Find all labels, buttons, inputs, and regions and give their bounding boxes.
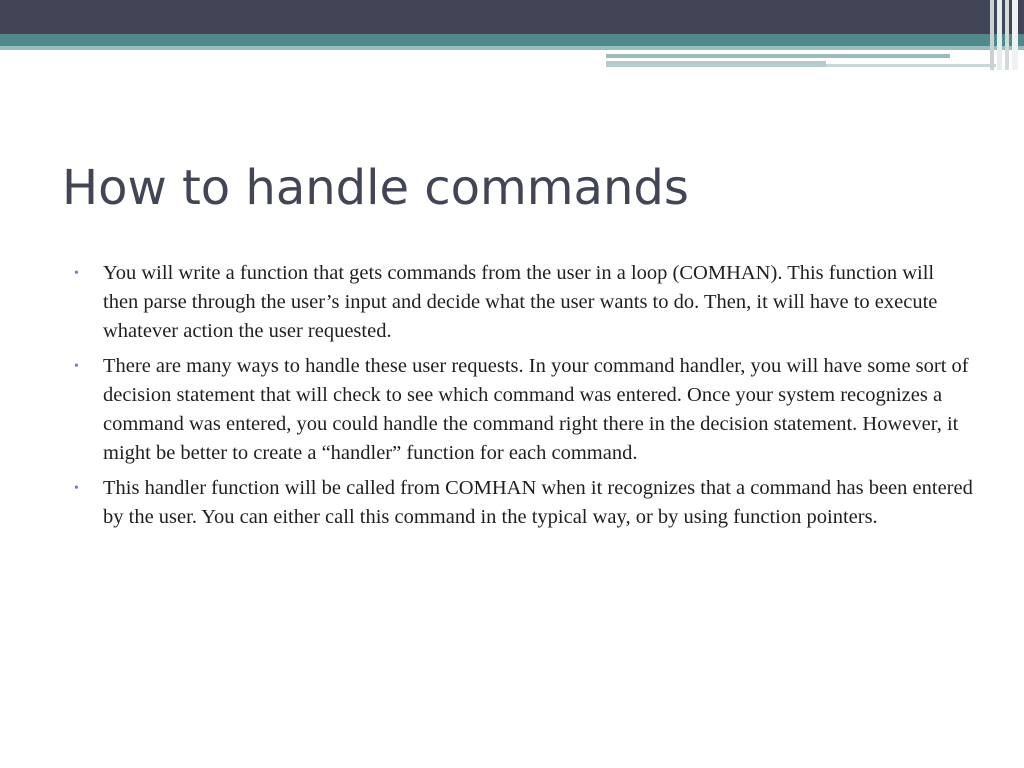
bullet-list bbox=[74, 259, 974, 538]
bullet-icon: • bbox=[74, 266, 79, 281]
header-band-teal bbox=[0, 34, 1024, 46]
bullet-text: There are many ways to handle these user requests. In your command handler, you will have some sort of decision statement that will check to see which command was entered. Once your system recognizes a command was entered, you could handle the command right there in the decision statement. However, it might be better to create a “handler” function for each command. bbox=[103, 355, 969, 464]
bullet-item bbox=[74, 474, 974, 532]
decorative-stripe bbox=[1005, 0, 1009, 70]
bullet-icon: • bbox=[74, 481, 79, 496]
header-accent-line bbox=[606, 61, 826, 67]
bullet-item bbox=[74, 352, 974, 468]
bullet-item bbox=[74, 259, 974, 346]
decorative-stripe bbox=[997, 0, 1002, 70]
bullet-icon: • bbox=[74, 359, 79, 374]
header-accent-line bbox=[826, 64, 996, 67]
decorative-stripe bbox=[1012, 0, 1018, 70]
header-band-light-teal bbox=[0, 46, 1024, 50]
bullet-text: You will write a function that gets commands from the user in a loop (COMHAN). This function will then parse through the user’s input and decide what the user wants to do. Then, it will have to execute whatever action the user requested. bbox=[103, 262, 938, 342]
header-accent-line bbox=[606, 54, 950, 58]
bullet-text: This handler function will be called from COMHAN when it recognizes that a command has been entered by the user. You can either call this command in the typical way, or by using function pointers. bbox=[103, 477, 973, 528]
decorative-stripe bbox=[990, 0, 994, 70]
header-band-dark bbox=[0, 0, 1024, 34]
slide-title: How to handle commands bbox=[62, 160, 689, 216]
